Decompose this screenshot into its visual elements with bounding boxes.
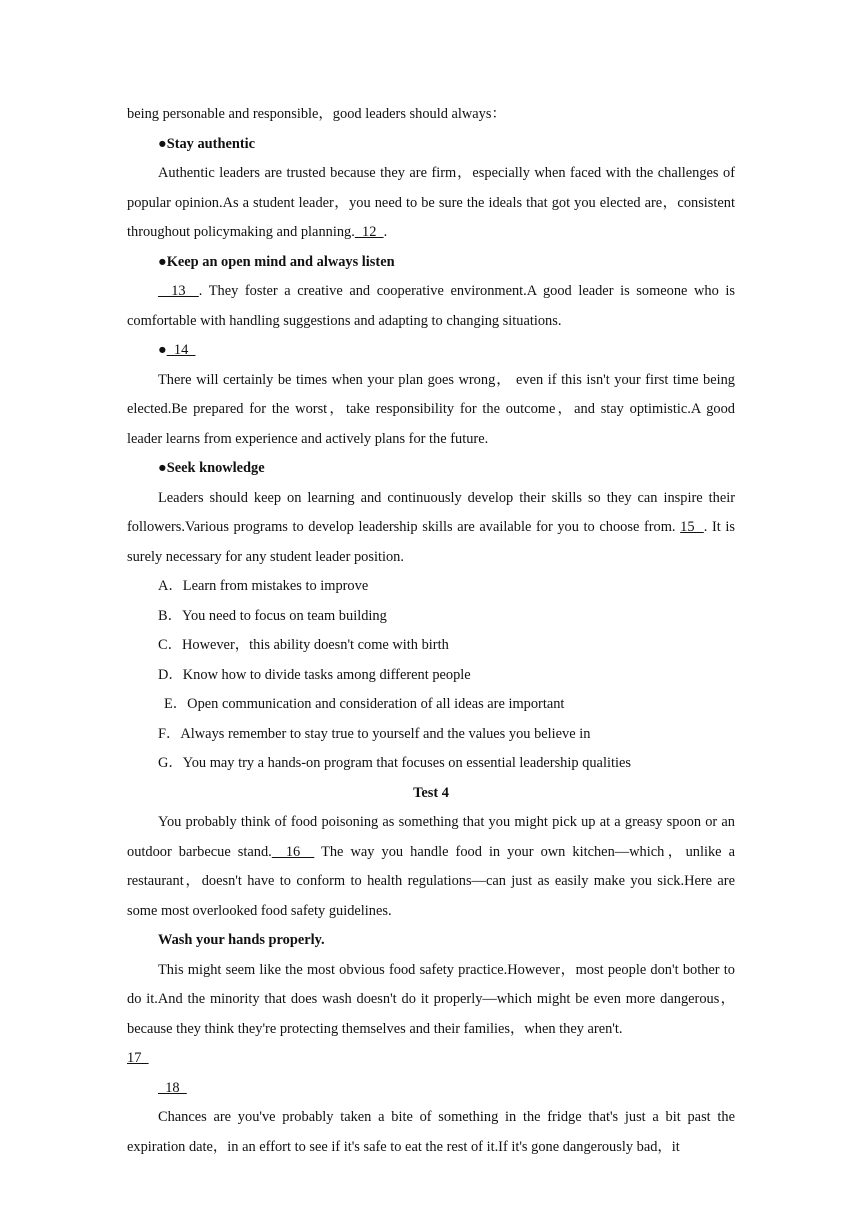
option-c: C．However，this ability doesn't come with birth bbox=[158, 637, 449, 653]
heading-open-mind: ●Keep an open mind and always listen bbox=[158, 253, 395, 270]
paragraph-expiration: Chances are you've probably taken a bite of something in the fridge that's just a bit past the expiration date，in an effort to see if it's safe to eat the rest of it.If it's gone dangerously bad，it bbox=[127, 1109, 735, 1155]
paragraph-plan-wrong: There will certainly be times when your plan goes wrong， even if this isn't your first time being elected.Be prepared for the worst，take responsibility for the outcome，and stay optimistic.A good leader learns from experience and actively plans for the future. bbox=[127, 371, 735, 447]
option-g: G．You may try a hands‑on program that focuses on essential leadership qualities bbox=[158, 755, 631, 771]
paragraph-wash-hands: This might seem like the most obvious food safety practice.However，most people don't bother to do it.And the minority that does wash doesn't do it properly—which might be even more dangerous，because they think they're protecting themselves and their families，when they aren't. bbox=[127, 961, 735, 1037]
paragraph-food-poisoning bbox=[127, 808, 735, 926]
option-b: B．You need to focus on team building bbox=[158, 607, 387, 624]
blank-14: 14 bbox=[166, 342, 196, 358]
paragraph-open-mind bbox=[127, 277, 735, 336]
option-f: F．Always remember to stay true to yourself and the values you believe in bbox=[158, 725, 591, 742]
intro-line: being personable and responsible，good leaders should always： bbox=[127, 106, 506, 122]
blank-17: 17 bbox=[127, 1050, 149, 1066]
blank-13: 13 bbox=[158, 283, 199, 299]
blank-12: 12 bbox=[354, 224, 384, 240]
paragraph-text: Authentic leaders are trusted because they are firm，especially when faced with the challenges of popular opinion.As a student leader，you need to be sure the ideals that got you elected are，consistent throughout policymaking and planning. bbox=[127, 165, 735, 240]
options-list bbox=[127, 572, 735, 779]
paragraph-text-end: . It is surely necessary for any student leader position. bbox=[127, 519, 735, 565]
paragraph-text: . They foster a creative and cooperative environment.A good leader is someone who is comfortable with handling suggestions and adapting to changing situations. bbox=[127, 283, 736, 329]
option-a: A．Learn from mistakes to improve bbox=[158, 578, 369, 594]
paragraph-stay-authentic bbox=[127, 159, 735, 248]
heading-seek-knowledge: ●Seek knowledge bbox=[158, 460, 265, 476]
heading-stay-authentic: ●Stay authentic bbox=[158, 135, 256, 152]
bullet: ● bbox=[158, 342, 167, 358]
heading-blank-14 bbox=[127, 336, 735, 366]
blank-16: 16 bbox=[271, 843, 315, 860]
paragraph-seek-knowledge bbox=[127, 484, 735, 573]
test4-title: Test 4 bbox=[413, 784, 449, 801]
blank-15: 15 bbox=[680, 519, 704, 535]
blank-18: 18 bbox=[158, 1079, 187, 1096]
heading-wash-hands: Wash your hands properly. bbox=[158, 932, 325, 948]
punctuation: . bbox=[383, 224, 388, 240]
option-e: E．Open communication and consideration of all ideas are important bbox=[164, 696, 565, 712]
paragraph-text: You probably think of food poisoning as something that you might pick up at a greasy spoon or an outdoor barbecue stand. bbox=[127, 814, 735, 860]
document-page bbox=[127, 100, 735, 1162]
option-d: D．Know how to divide tasks among different people bbox=[158, 666, 471, 683]
blank-17-line bbox=[127, 1044, 735, 1074]
paragraph-text: The way you handle food in your own kitchen—which，unlike a restaurant，doesn't have to conform to health regulations—can just as easily make you sick.Here are some most overlooked food safety guidelines. bbox=[127, 843, 735, 919]
paragraph-text: Leaders should keep on learning and continuously develop their skills so they can inspire their followers.Various programs to develop leadership skills are available for you to choose from. bbox=[127, 489, 735, 535]
blank-18-line bbox=[127, 1074, 735, 1104]
